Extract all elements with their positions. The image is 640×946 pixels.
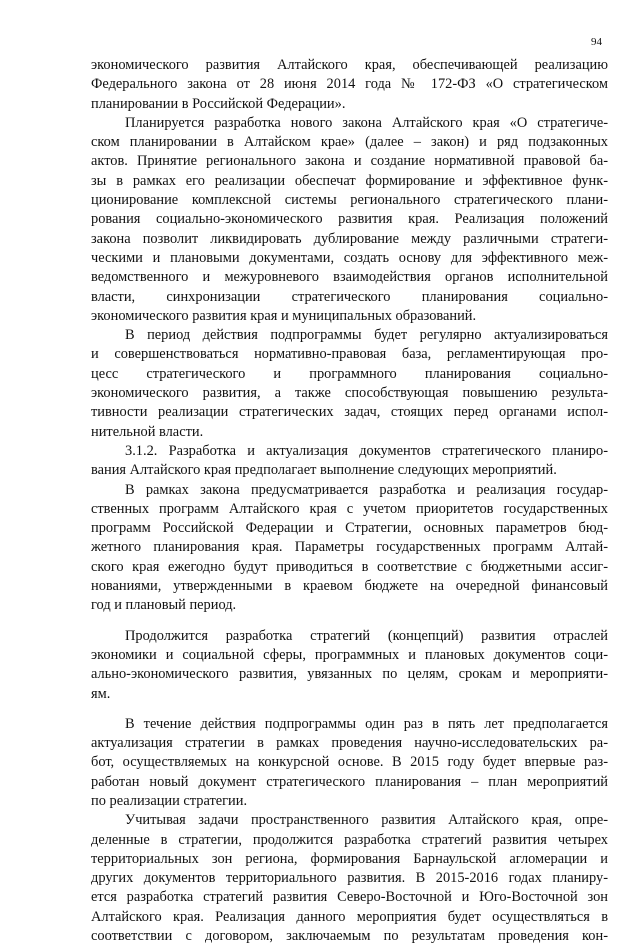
text-line: других документов территориального развития. В 2015-2016 годах планиру-	[91, 870, 608, 887]
text-line: экономики и социальной сферы, программных и плановых документов соци-	[91, 646, 608, 663]
text-line: актуализация стратегии в рамках проведения научно-исследовательских ра-	[91, 735, 608, 752]
text-line: вания Алтайского края предполагает выполнение следующих мероприятий.	[91, 462, 557, 479]
text-line: и совершенствоваться нормативно-правовая база, регламентирующая про-	[91, 346, 608, 363]
text-line: Федерального закона от 28 июня 2014 года № 172-ФЗ «О стратегическом	[91, 76, 608, 93]
text-line: бот, осуществляемых на конкурсной основе. В 2015 году будет впервые раз-	[91, 754, 608, 771]
text-line: В течение действия подпрограммы один раз в пять лет предполагается	[125, 715, 608, 732]
paragraph	[91, 326, 608, 442]
text-line: нованиями, утвержденными в краевом бюджете на очередной финансовый	[91, 578, 608, 595]
text-line: тивности реализации стратегических задач, стоящих перед органами испол-	[91, 404, 608, 421]
text-line: Алтайского края. Реализация данного мероприятия будет осуществляться в	[91, 908, 608, 925]
paragraph	[91, 442, 608, 481]
text-line: ведомственного и межуровневого взаимодействия органов исполнительной	[91, 269, 608, 286]
text-line: Планируется разработка нового закона Алтайского края «О стратегиче-	[125, 114, 608, 131]
text-line: ского края ежегодно будут приводиться в соответствие с бюджетными ассиг-	[91, 558, 608, 575]
paragraph	[91, 481, 608, 616]
text-line: закона позволит ликвидировать дублирование между различными стратеги-	[91, 230, 608, 247]
text-line: ется разработка стратегий развития Северо-Восточной и Юго-Восточной зон	[91, 889, 608, 906]
text-line: программ Российской Федерации и Стратегии, основных параметров бюд-	[91, 520, 608, 537]
text-line: по реализации стратегии.	[91, 792, 248, 809]
text-line: жетного планирования края. Параметры государственных программ Алтай-	[91, 539, 608, 556]
text-line: соответствии с договором, заключаемым по результатам проведения кон-	[91, 928, 608, 945]
body-text	[91, 56, 608, 946]
text-line: ственных программ Алтайского края с учетом приоритетов государственных	[91, 500, 608, 517]
text-line: 3.1.2. Разработка и актуализация документов стратегического планиро-	[125, 442, 608, 459]
text-line: ском планировании в Алтайском крае» (далее – закон) и ряд подзаконных	[91, 134, 608, 151]
text-line: год и плановый период.	[91, 597, 237, 614]
paragraph	[91, 715, 608, 811]
text-line: В рамках закона предусматривается разработка и реализация государ-	[125, 481, 608, 498]
text-line: ям.	[91, 685, 111, 702]
text-line: Учитывая задачи пространственного развития Алтайского края, опре-	[125, 812, 608, 829]
text-line: ческими и плановыми документами, создать основу для эффективного меж-	[91, 249, 608, 266]
text-line: экономического развития Алтайского края, обеспечивающей реализацию	[91, 57, 608, 73]
text-line: цесс стратегического и программного планирования социально-	[91, 365, 608, 382]
paragraph	[91, 811, 608, 946]
text-line: зы в рамках его реализации обеспечат формирование и эффективное функ-	[91, 172, 608, 189]
text-line: ально-экономического развития, увязанных по целям, срокам и мероприяти-	[91, 666, 608, 683]
text-line: нительной власти.	[91, 423, 204, 440]
text-line: экономического развития, а также способствующая повышению результа-	[91, 385, 608, 402]
text-line: планировании в Российской Федерации».	[91, 95, 346, 112]
paragraph	[91, 56, 608, 114]
paragraph	[91, 114, 608, 326]
text-line: Продолжится разработка стратегий (концепций) развития отраслей	[125, 627, 608, 644]
page-number: 94	[591, 36, 602, 48]
text-line: власти, синхронизации стратегического планирования социально-	[91, 288, 608, 305]
text-line: актов. Принятие регионального закона и создание нормативной правовой ба-	[91, 153, 608, 170]
text-line: деленные в стратегии, продолжится разработка стратегий развития четырех	[91, 831, 608, 848]
text-line: рования социально-экономического развития края. Реализация положений	[91, 211, 608, 228]
text-line: В период действия подпрограммы будет регулярно актуализироваться	[125, 327, 608, 344]
paragraph-gap	[91, 704, 608, 715]
text-line: экономического развития края и муниципальных образований.	[91, 307, 477, 324]
paragraph-gap	[91, 616, 608, 627]
paragraph	[91, 627, 608, 704]
text-line: территориальных зон региона, формирования Барнаульской агломерации и	[91, 850, 608, 867]
text-line: работан новый документ стратегического планирования – план мероприятий	[91, 773, 608, 790]
text-line: ционирование комплексной системы регионального стратегического плани-	[91, 192, 608, 209]
